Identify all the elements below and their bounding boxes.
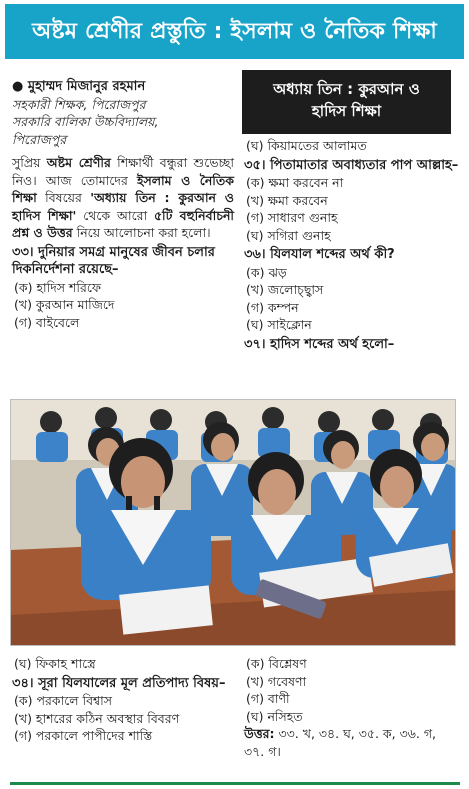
question-37: ৩৭। হাদিস শব্দের অর্থ হলো– bbox=[244, 336, 395, 352]
left-column-bottom bbox=[12, 655, 237, 745]
q34-option-kha: (খ) হাশরের কঠিন অবস্থার বিবরণ bbox=[14, 710, 180, 726]
q35-option-gha: (ঘ) সগিরা গুনাহ bbox=[246, 227, 331, 243]
q34-option-gha: (ঘ) কিয়ামতের আলামত bbox=[246, 138, 367, 153]
author-role-3: পিরোজপুর bbox=[12, 131, 67, 147]
q33-option-ka: (ক) হাদিস শরিফে bbox=[14, 279, 102, 295]
question-34: ৩৪। সূরা যিলযালের মূল প্রতিপাদ্য বিষয়– bbox=[12, 675, 226, 691]
q34-option-ka: (ক) পরকালে বিশ্বাস bbox=[14, 693, 113, 708]
right-column-top bbox=[244, 137, 459, 353]
q33-option-gha: (ঘ) ফিকাহ শাস্ত্রে bbox=[14, 656, 96, 671]
classroom-photo-svg bbox=[11, 400, 456, 646]
chapter-heading-line2: হাদিস শিক্ষা bbox=[311, 102, 382, 120]
intro-text-2: শিক্ষার্থী বন্ধুরা শুভেচ্ছা নিও। আজ তোমাদের bbox=[12, 155, 234, 188]
intro-text-5: নিয়ে আলোচনা করা হলো। bbox=[72, 225, 211, 240]
intro-paragraph bbox=[12, 154, 234, 242]
left-column-top bbox=[12, 78, 234, 331]
q34-option-ga: (গ) পরকালে পাপীদের শাস্তি bbox=[14, 728, 153, 743]
author-role-1: সহকারী শিক্ষক, পিরোজপুর bbox=[12, 96, 146, 112]
intro-bold-class: অষ্টম শ্রেণীর bbox=[46, 155, 111, 170]
bottom-divider bbox=[10, 782, 460, 785]
intro-bold-subject: ইসলাম ও নৈতিক শিক্ষা bbox=[12, 172, 235, 205]
chapter-heading-box bbox=[242, 70, 451, 134]
q36-option-ka: (ক) ঝড় bbox=[246, 264, 287, 280]
answer-key bbox=[244, 725, 459, 760]
q37-option-ga: (গ) বাণী bbox=[246, 691, 290, 706]
intro-bold-chapter: 'অধ্যায় তিন : কুরআন ও হাদিস শিক্ষা' bbox=[12, 190, 234, 223]
q36-option-ga: (গ) কম্পন bbox=[246, 299, 299, 315]
q37-option-kha: (খ) গবেষণা bbox=[246, 673, 307, 689]
q33-option-kha: (খ) কুরআন মাজিদে bbox=[14, 297, 115, 312]
intro-bold-count: ৫টি বহুনির্বাচনী প্রশ্ন ও উত্তর bbox=[12, 207, 234, 240]
right-column-bottom bbox=[244, 655, 459, 760]
page-banner-title: অষ্টম শ্রেণীর প্রস্তুতি : ইসলাম ও নৈতিক শিক্ষা bbox=[5, 4, 464, 59]
q36-option-gha: (ঘ) সাইক্লোন bbox=[246, 317, 312, 332]
q35-option-ka: (ক) ক্ষমা করবেন না bbox=[246, 175, 344, 190]
q37-option-ka: (ক) বিশ্লেষণ bbox=[246, 656, 307, 671]
q35-option-kha: (খ) ক্ষমা করবেন bbox=[246, 192, 328, 208]
answer-key-values: ৩৩. খ, ৩৪. ঘ, ৩৫. ক, ৩৬. গ, ৩৭. গ। bbox=[244, 726, 436, 759]
question-33: ৩৩। দুনিয়ার সমগ্র মানুষের জীবন চলার দিকনির্দেশনা রয়েছে– bbox=[12, 244, 215, 277]
author-name-text: মুহাম্মদ মিজানুর রহমান bbox=[27, 79, 146, 94]
intro-text-3: বিষয়ের bbox=[36, 190, 91, 205]
question-35: ৩৫। পিতামাতার অবাধ্যতার পাপ আল্লাহ– bbox=[244, 157, 459, 173]
q33-option-ga: (গ) বাইবেলে bbox=[14, 314, 80, 330]
author-name: ● মুহাম্মদ মিজানুর রহমান bbox=[12, 79, 146, 94]
q36-option-kha: (খ) জলোচ্ছ্বাস bbox=[246, 282, 324, 297]
answer-key-label: উত্তর: bbox=[244, 726, 275, 741]
q37-option-gha: (ঘ) নসিহত bbox=[246, 708, 303, 724]
q35-option-ga: (গ) সাধারণ গুনাহ bbox=[246, 210, 338, 225]
chapter-heading-line1: অধ্যায় তিন : কুরআন ও bbox=[273, 80, 420, 98]
question-36: ৩৬। যিলযাল শব্দের অর্থ কী? bbox=[244, 247, 395, 262]
author-role-2: সরকারি বালিকা উচ্চবিদ্যালয়, bbox=[12, 114, 159, 129]
intro-text-4: থেকে আরো bbox=[76, 207, 154, 223]
classroom-photo bbox=[10, 399, 456, 646]
intro-text-1: সুপ্রিয় bbox=[12, 155, 47, 170]
